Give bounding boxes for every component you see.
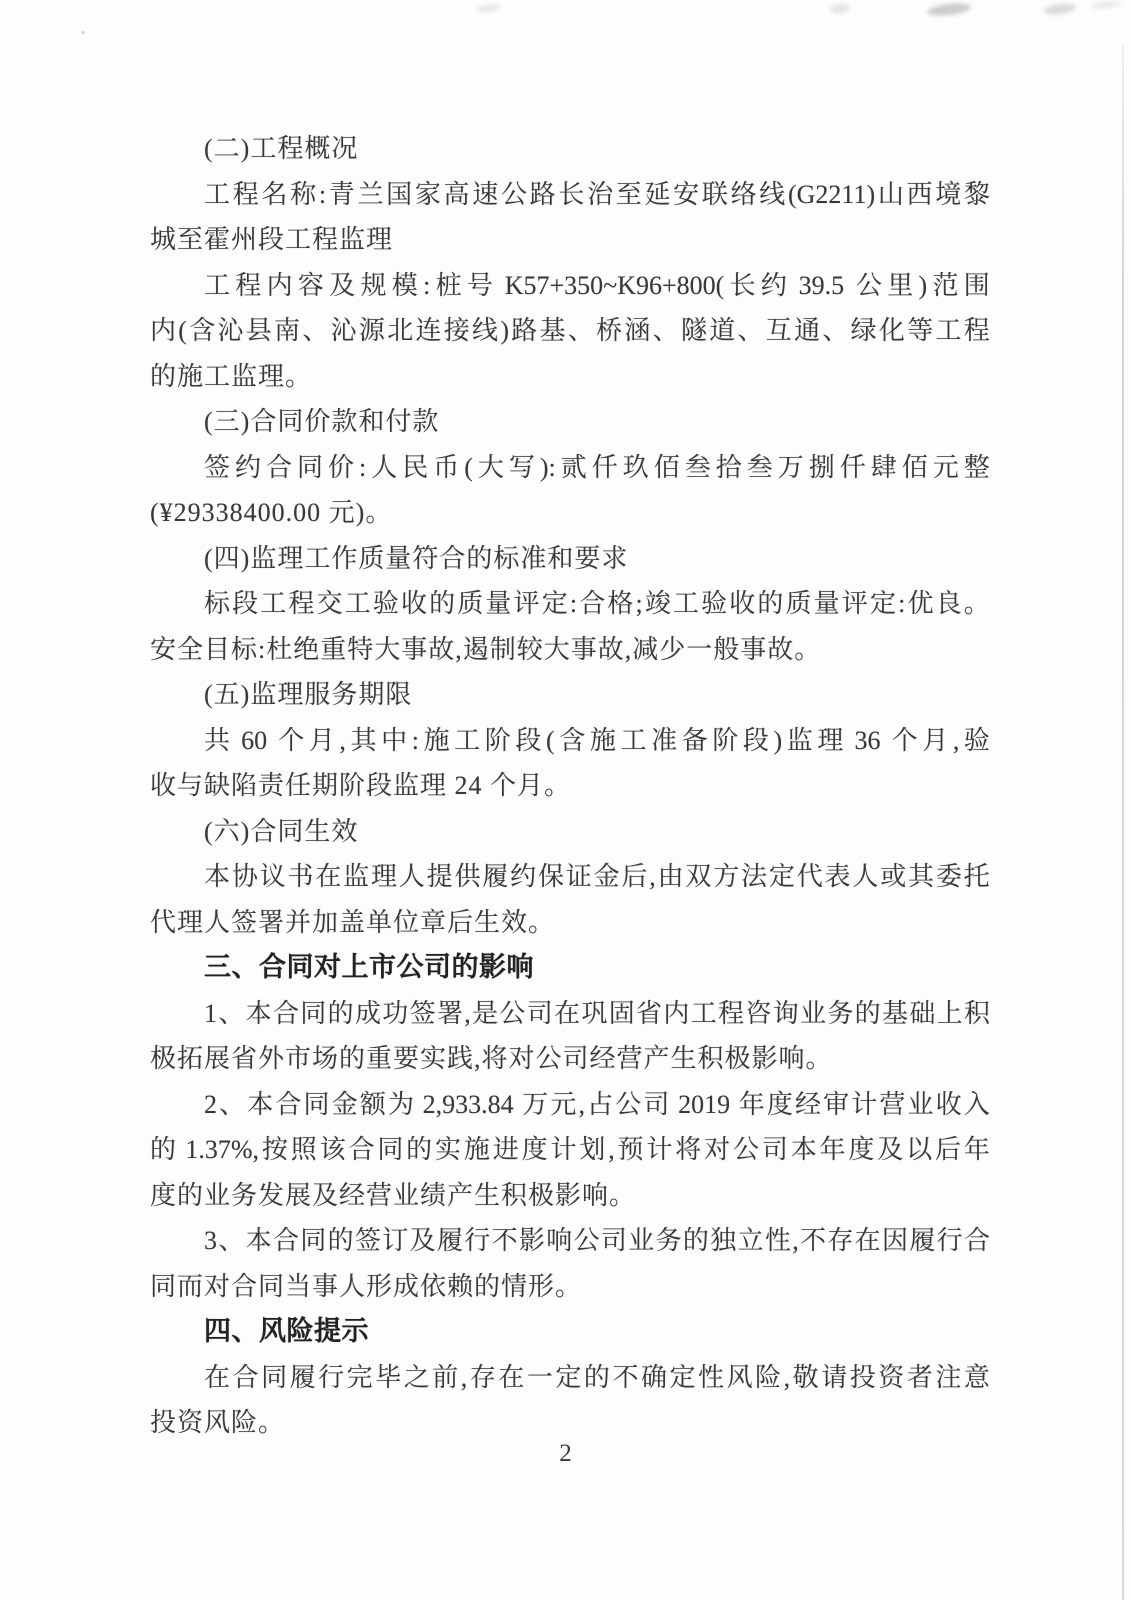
scan-speck xyxy=(81,31,85,34)
text-line: 工 程 名 称 : 青 兰 国 家 高 速 公 路 长 治 至 延 安 联 络 线 (G2211) 山 西 境 黎 xyxy=(204,179,990,209)
text-line: 同而对合同当事人形成依赖的情形。 xyxy=(150,1271,583,1301)
scan-smudge xyxy=(830,3,851,14)
text-line: (¥29338400.00 元)。 xyxy=(150,498,393,527)
text-line: 标 段 工 程 交 工 验 收 的 质 量 评 定 : 合 格 ; 竣 工 验 收 的 质 量 评 定 : 优 良 。 xyxy=(204,589,990,618)
text-line: 的施工监理。 xyxy=(150,361,313,391)
text-line: 收与缺陷责任期阶段监理 24 个月。 xyxy=(150,771,572,800)
text-line: 2 、 本 合 同 金 额 为 2,933.84 万 元 , 占 公 司 2019 年 度 经 审 计 营 业 收 入 xyxy=(204,1089,990,1119)
page-number: 2 xyxy=(559,1440,572,1467)
text-line: 的 1.37%, 按 照 该 合 同 的 实 施 进 度 计 划 , 预 计 将 对 公 司 本 年 度 及 以 后 年 xyxy=(150,1135,990,1164)
text-line: (五)监理服务期限 xyxy=(204,680,413,709)
text-line: 共 60 个 月 , 其 中 : 施 工 阶 段 ( 含 施 工 准 备 阶 段 ) 监 理 36 个 月 , 验 xyxy=(204,725,990,755)
text-line: 度的业务发展及经营业绩产生积极影响。 xyxy=(150,1180,637,1210)
text-line: 签 约 合 同 价 : 人 民 币 ( 大 写 ): 贰 仟 玖 佰 叁 拾 叁 万 捌 仟 肆 佰 元 整 xyxy=(204,452,990,482)
text-line: (三)合同价款和付款 xyxy=(204,407,440,436)
text-line: 安全目标:杜绝重特大事故,遏制较大事故,减少一般事故。 xyxy=(150,634,822,664)
text-line: (六)合同生效 xyxy=(204,816,359,846)
section-heading: 四、风险提示 xyxy=(204,1316,369,1346)
scan-smudge xyxy=(926,1,971,17)
text-line: 城至霍州段工程监理 xyxy=(150,225,394,254)
scan-smudge xyxy=(1044,2,1077,16)
text-line: 工 程 内 容 及 规 模 : 桩 号 K57+350~K96+800( 长 约 39.5 公 里 ) 范 围 xyxy=(204,270,990,300)
section-heading: 三、合同对上市公司的影响 xyxy=(204,952,534,982)
text-line: 1 、 本 合 同 的 成 功 签 署 , 是 公 司 在 巩 固 省 内 工 程 咨 询 业 务 的 基 础 上 积 xyxy=(204,998,990,1028)
text-line: 3 、 本 合 同 的 签 订 及 履 行 不 影 响 公 司 业 务 的 独 立 性 , 不 存 在 因 履 行 合 xyxy=(204,1226,990,1255)
text-line: 投资风险。 xyxy=(150,1408,286,1437)
document-body xyxy=(150,126,990,1446)
scanner-edge-line xyxy=(1122,45,1124,1600)
text-line: (四)监理工作质量符合的标准和要求 xyxy=(204,543,629,573)
scan-smudge xyxy=(1091,0,1122,10)
text-line: 内 ( 含 沁 县 南 、 沁 源 北 连 接 线 ) 路 基 、 桥 涵 、 隧 道 、 互 通 、 绿 化 等 工 程 xyxy=(150,316,990,345)
text-line: 极拓展省外市场的重要实践,将对公司经营产生积极影响。 xyxy=(150,1044,833,1073)
scan-smudge xyxy=(477,4,502,14)
text-line: 在 合 同 履 行 完 毕 之 前 , 存 在 一 定 的 不 确 定 性 风 险 , 敬 请 投 资 者 注 意 xyxy=(204,1362,990,1392)
text-line: (二)工程概况 xyxy=(204,134,359,163)
text-line: 代理人签署并加盖单位章后生效。 xyxy=(150,907,556,937)
text-line: 本 协 议 书 在 监 理 人 提 供 履 约 保 证 金 后 , 由 双 方 法 定 代 表 人 或 其 委 托 xyxy=(204,862,990,891)
